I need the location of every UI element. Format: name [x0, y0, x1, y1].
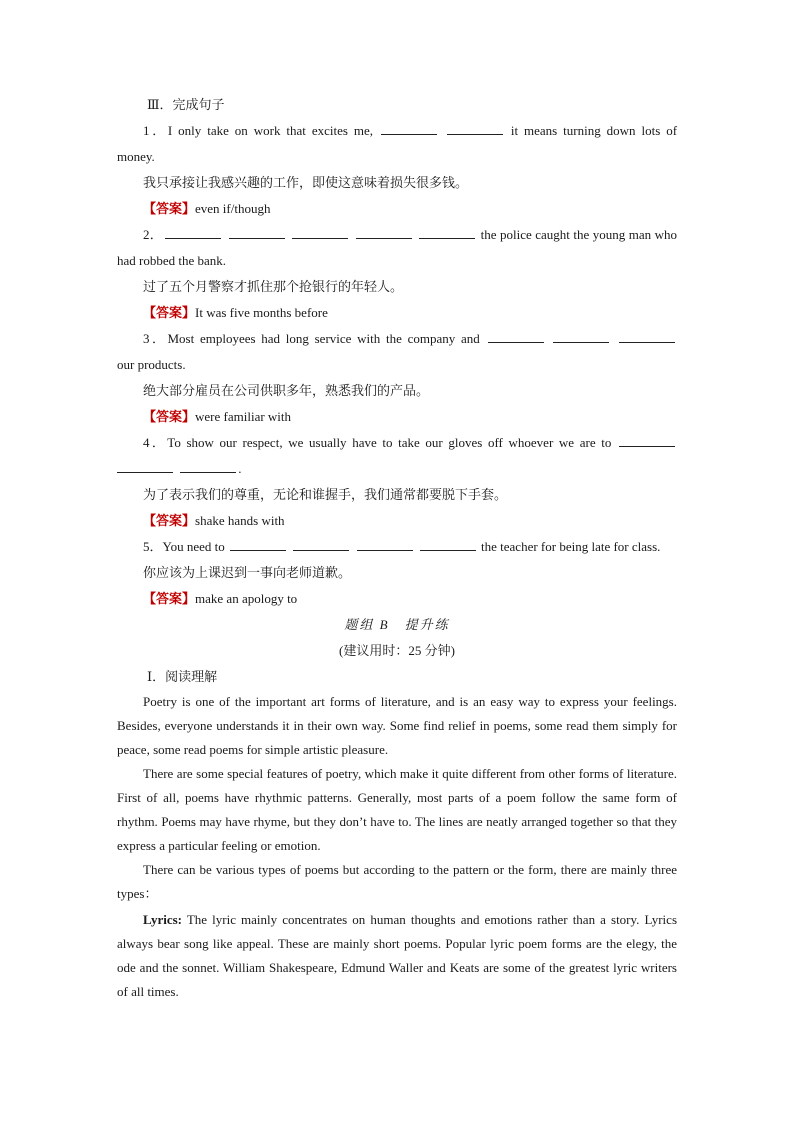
answer-blank[interactable] — [619, 432, 675, 447]
question-text: You need to — [162, 539, 225, 554]
question-1 — [117, 118, 677, 144]
question-4-chinese: 为了表示我们的尊重，无论和谁握手，我们通常都要脱下手套。 — [143, 487, 508, 502]
answer-3 — [117, 404, 677, 430]
answer-blank[interactable] — [165, 224, 221, 239]
question-text: Most employees had long service with the company and — [167, 331, 480, 346]
lyrics-text: The lyric mainly concentrates on human thoughts and emotions rather than a story. Lyrics always bear song like appeal. These are mainly short poems. Popular lyric poem forms are the elegy, the ode and the sonnet. William Shakespeare, Edmund Waller and Keats are some of the greatest lyric writers of all times. — [117, 912, 677, 999]
answer-blank[interactable] — [292, 224, 348, 239]
document-page — [117, 92, 677, 1004]
question-3-chinese: 绝大部分雇员在公司供职多年，熟悉我们的产品。 — [143, 383, 430, 398]
question-text: I only take on work that excites me, — [167, 123, 373, 138]
question-3-cont: our products. — [117, 357, 186, 372]
question-text: To show our respect, we usually have to take our gloves off whoever we are to — [167, 435, 612, 450]
section-title-reading: Ⅰ．阅读理解 — [147, 669, 218, 684]
passage-paragraph-1: Poetry is one of the important art forms of literature, and is an easy way to express your feelings. Besides, everyone understands it in their own way. Some find relief in poems, some read them simply for peace, some read poems for simple artistic pleasure. — [117, 694, 677, 757]
answer-tag: 【答案】 — [143, 591, 196, 606]
answer-text: even if/though — [195, 201, 271, 216]
group-b-title: 题组 B 提升练 — [344, 617, 450, 632]
question-text: the police caught the young man who — [480, 227, 678, 242]
answer-blank[interactable] — [419, 224, 475, 239]
question-4 — [117, 430, 677, 456]
answer-tag: 【答案】 — [143, 201, 196, 216]
question-4-cont — [117, 456, 677, 482]
answer-blank[interactable] — [293, 536, 349, 551]
answer-tag: 【答案】 — [143, 513, 196, 528]
passage-paragraph-2: There are some special features of poetry, which make it quite different from other forms of literature. First of all, poems have rhythmic patterns. Generally, most parts of a poem follow the same form of rhythm. Poems may have rhyme, but they don’t have to. The lines are neatly arranged together so that they express a particular feeling or emotion. — [117, 766, 677, 853]
answer-4 — [117, 508, 677, 534]
question-2 — [117, 222, 677, 248]
lyrics-label: Lyrics: — [143, 912, 182, 927]
answer-text: make an apology to — [195, 591, 298, 606]
answer-blank[interactable] — [229, 224, 285, 239]
section-title-complete-sentences: Ⅲ．完成句子 — [147, 97, 225, 112]
question-text: it means turning down lots of — [510, 123, 678, 138]
question-3 — [117, 326, 677, 352]
question-number: 3． — [143, 331, 168, 346]
answer-2 — [117, 300, 677, 326]
question-1-cont: money. — [117, 149, 155, 164]
question-text: . — [238, 461, 242, 476]
answer-blank[interactable] — [356, 224, 412, 239]
answer-text: were familiar with — [195, 409, 292, 424]
question-number: 5． — [143, 539, 163, 554]
answer-tag: 【答案】 — [143, 409, 196, 424]
question-text: the teacher for being late for class. — [481, 539, 661, 554]
answer-blank[interactable] — [180, 458, 236, 473]
question-1-chinese: 我只承接让我感兴趣的工作，即使这意味着损失很多钱。 — [143, 175, 469, 190]
answer-blank[interactable] — [357, 536, 413, 551]
question-5-chinese: 你应该为上课迟到一事向老师道歉。 — [143, 565, 352, 580]
answer-blank[interactable] — [381, 120, 437, 135]
answer-text: shake hands with — [195, 513, 285, 528]
question-2-cont: had robbed the bank. — [117, 253, 227, 268]
answer-blank[interactable] — [488, 328, 544, 343]
answer-text: It was five months before — [195, 305, 328, 320]
passage-paragraph-3: There can be various types of poems but according to the pattern or the form, there are mainly three types： — [117, 862, 677, 901]
question-2-chinese: 过了五个月警察才抓住那个抢银行的年轻人。 — [143, 279, 404, 294]
answer-tag: 【答案】 — [143, 305, 196, 320]
question-5 — [117, 534, 677, 560]
question-number: 1． — [143, 123, 168, 138]
answer-blank[interactable] — [619, 328, 675, 343]
answer-blank[interactable] — [420, 536, 476, 551]
suggested-time: (建议用时：25 分钟) — [339, 643, 455, 658]
answer-5 — [117, 586, 677, 612]
answer-blank[interactable] — [230, 536, 286, 551]
passage-paragraph-4 — [117, 908, 677, 1004]
answer-blank[interactable] — [553, 328, 609, 343]
answer-blank[interactable] — [447, 120, 503, 135]
answer-1 — [117, 196, 677, 222]
question-number: 2． — [143, 227, 164, 242]
answer-blank[interactable] — [117, 458, 173, 473]
question-number: 4． — [143, 435, 168, 450]
